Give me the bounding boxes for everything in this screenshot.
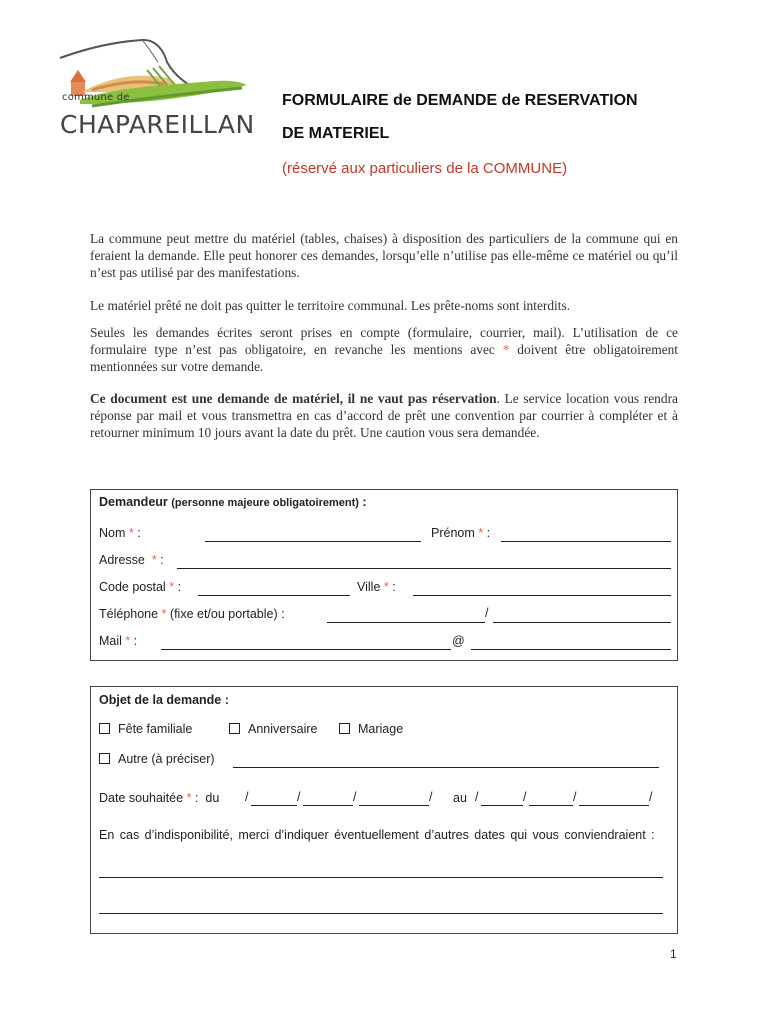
page-number: 1 [670,947,677,961]
telephone-slash: / [485,606,489,620]
mail-user-field[interactable] [161,649,451,650]
telephone-fixe-field[interactable] [327,622,485,623]
autre-precision-field[interactable] [233,767,659,768]
date-au-mois-field[interactable] [529,805,573,806]
prenom-field[interactable] [501,541,671,542]
option-fete-familiale[interactable]: Fête familiale [99,722,192,736]
demandeur-title: Demandeur (personne majeure obligatoirement) : [99,495,367,509]
intro-paragraph-4: Ce document est une demande de matériel, il ne vaut pas réservation. Le service location vous rendra réponse par mail et vous transmettra en cas d’accord de prêt une convention par courrier à compléter et à retourner minimum 10 jours avant la date du prêt. Une caution vous sera demandée. [90,391,678,440]
prenom-label: Prénom * : [431,526,491,540]
adresse-label: Adresse * : [99,553,164,567]
date-au-label: au [453,791,467,805]
option-mariage[interactable]: Mariage [339,722,403,736]
objet-section: Objet de la demande : Fête familiale Anniversaire Mariage Autre (à préciser) Date souhaitée * : du / / / / au / / / / En cas d’indisponibilité, merci d’indiquer éventuellement d’autres dates qui vous conviendraient : [90,686,678,934]
checkbox-anniversaire[interactable] [229,723,240,734]
date-du-annee-field[interactable] [359,805,429,806]
telephone-portable-field[interactable] [493,622,671,623]
intro-paragraph-2: Le matériel prêté ne doit pas quitter le territoire communal. Les prête-noms sont interdits. [90,298,571,313]
logo-big-text: CHAPAREILLAN [60,110,255,139]
checkbox-autre[interactable] [99,753,110,764]
nom-field[interactable] [205,541,421,542]
date-souhaitee-label: Date souhaitée * : du [99,791,220,805]
logo-small-text: commune de [62,92,130,103]
objet-title: Objet de la demande : [99,693,229,707]
date-au-jour-field[interactable] [481,805,523,806]
telephone-label: Téléphone * (fixe et/ou portable) : [99,607,285,621]
indisponibilite-text: En cas d’indisponibilité, merci d’indiquer éventuellement d’autres dates qui vous conviendraient : [99,828,655,842]
option-autre[interactable]: Autre (à préciser) [99,752,215,766]
code-postal-field[interactable] [198,595,350,596]
autres-dates-field-2[interactable] [99,913,663,914]
nom-label: Nom * : [99,526,141,540]
form-subtitle: (réservé aux particuliers de la COMMUNE) [282,160,568,177]
code-postal-label: Code postal * : [99,580,182,594]
mail-label: Mail * : [99,634,138,648]
form-title-line1: FORMULAIRE de DEMANDE de RESERVATION [282,92,638,109]
date-du-mois-field[interactable] [303,805,353,806]
date-au-annee-field[interactable] [579,805,649,806]
ville-label: Ville * : [357,580,396,594]
form-title-line2: DE MATERIEL [282,125,390,142]
mail-at-sign: @ [452,634,465,648]
demandeur-section [90,489,678,661]
mail-domain-field[interactable] [471,649,671,650]
ville-field[interactable] [413,595,671,596]
autres-dates-field-1[interactable] [99,877,663,878]
checkbox-fete-familiale[interactable] [99,723,110,734]
checkbox-mariage[interactable] [339,723,350,734]
intro-paragraph-3: Seules les demandes écrites seront prises en compte (formulaire, courrier, mail). L’utilisation de ce formulaire type n’est pas obligatoire, en revanche les mentions avec * doivent être obligatoirement mentionnées sur votre demande. [90,325,679,374]
option-anniversaire[interactable]: Anniversaire [229,722,317,736]
adresse-field[interactable] [177,568,671,569]
intro-paragraph-1: La commune peut mettre du matériel (tables, chaises) à disposition des particuliers de la commune qui en feraient la demande. Elle peut honorer ces demandes, lorsqu’elle n’utilise pas elle-même ce matériel ou qu’il n’est pas utilisé par des manifestations. [90,231,678,280]
date-du-jour-field[interactable] [251,805,297,806]
